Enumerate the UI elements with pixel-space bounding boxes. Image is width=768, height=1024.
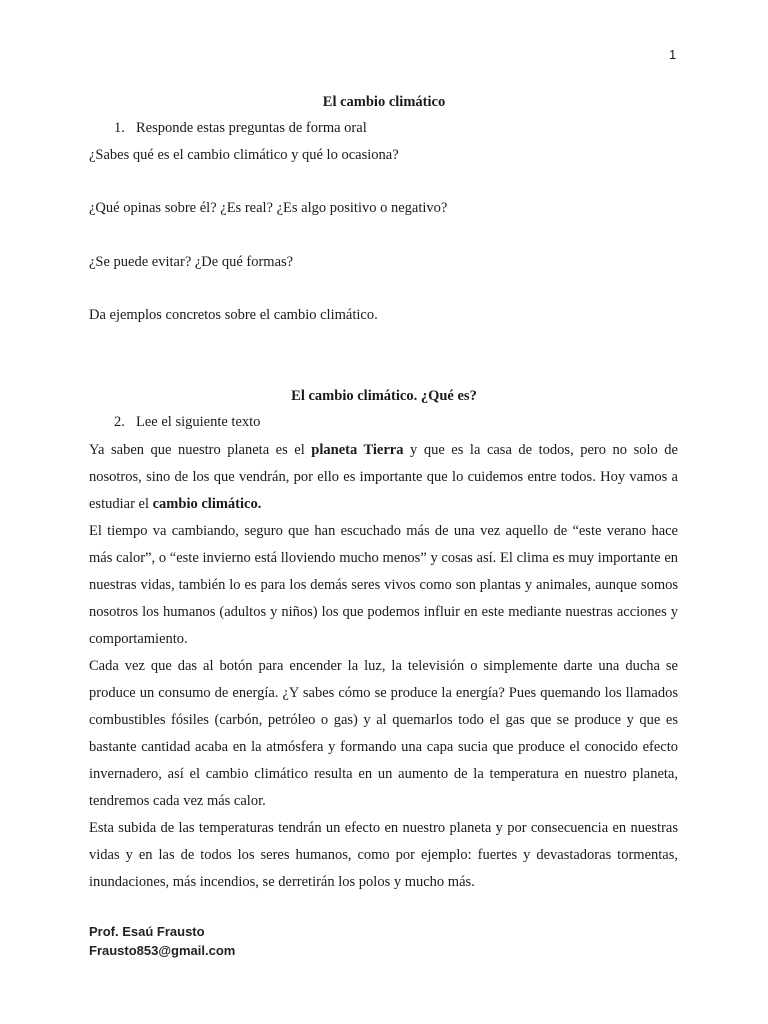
instruction-1-text: Responde estas preguntas de forma oral — [136, 120, 367, 136]
instruction-2-text: Lee el siguiente texto — [136, 414, 261, 430]
section-1-title: El cambio climático — [322, 94, 446, 110]
footer — [89, 922, 235, 960]
footer-author: Prof. Esaú Frausto — [89, 924, 205, 939]
question-3: ¿Se puede evitar? ¿De qué formas? — [89, 254, 294, 270]
instruction-1-number: 1. — [114, 120, 125, 136]
paragraph-1-part-c: y que es la casa de todos, pero no solo de nosotros, sino de los que vendrán, por ello es importante que lo cuidemos entre todos. Hoy vamos a estudiar el — [89, 442, 678, 512]
paragraph-1-part-a: Ya saben que nuestro planeta es el — [89, 442, 312, 458]
instruction-2-number: 2. — [114, 414, 125, 430]
instruction-2 — [114, 414, 260, 431]
page-number: 1 — [669, 47, 677, 62]
paragraph-4: Esta subida de las temperaturas tendrán un efecto en nuestro planeta y por consecuencia en nuestras vidas y en las de todos los seres humanos, como por ejemplo: fuertes y devastadoras tormentas, inundaciones, más incendios, se derretirán los polos y mucho más. — [89, 820, 678, 890]
paragraph-1 — [89, 437, 678, 518]
paragraph-1-bold-cambio-climatico: cambio climático. — [152, 496, 262, 512]
question-1: ¿Sabes qué es el cambio climático y qué lo ocasiona? — [89, 147, 399, 163]
paragraph-2: El tiempo va cambiando, seguro que han escuchado más de una vez aquello de “este verano hace más calor”, o “este invierno está lloviendo mucho menos” y cosas así. El clima es muy importante en nuestras vidas, también lo es para los demás seres vivos como son plantas y animales, aunque somos nosotros los humanos (adultos y niños) los que podemos influir en este mediante nuestras acciones y comportamiento. — [89, 523, 678, 647]
footer-email: Frausto853@gmail.com — [89, 943, 236, 958]
paragraph-1-bold-planeta-tierra: planeta Tierra — [311, 442, 404, 458]
instruction-1 — [114, 120, 367, 137]
section-2-title: El cambio climático. ¿Qué es? — [291, 388, 477, 404]
paragraph-3: Cada vez que das al botón para encender la luz, la televisión o simplemente darte una ducha se produce un consumo de energía. ¿Y sabes cómo se produce la energía? Pues quemando los llamados combustibles fósiles (carbón, petróleo o gas) y al quemarlos todo el gas que se produce y que es bastante cantidad acaba en la atmósfera y formando una capa sucia que produce el conocido efecto invernadero, así el cambio climático resulta en un aumento de la temperatura en nuestro planeta, tendremos cada vez más calor. — [89, 658, 678, 809]
question-2: ¿Qué opinas sobre él? ¿Es real? ¿Es algo positivo o negativo? — [89, 200, 448, 216]
reading-text — [89, 437, 678, 896]
question-4: Da ejemplos concretos sobre el cambio climático. — [89, 307, 378, 323]
